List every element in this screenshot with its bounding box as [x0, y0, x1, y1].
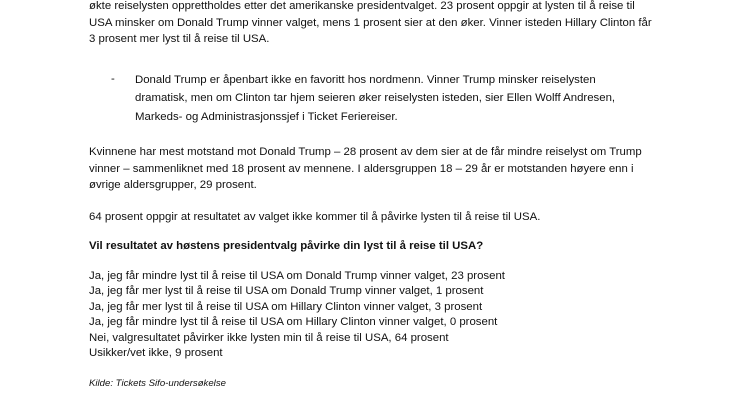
women-paragraph — [89, 144, 689, 194]
source-line: Kilde: Tickets Sifo-undersøkelse — [89, 377, 226, 389]
spacer — [89, 126, 689, 144]
percent-line: 64 prosent oppgir at resultatet av valget ikke kommer til å påvirke lysten til å reise til USA. — [89, 210, 541, 223]
quote-text — [135, 71, 689, 127]
women-line: øvrige aldersgrupper, 29 prosent. — [89, 179, 257, 191]
intro-paragraph — [89, 0, 689, 48]
women-line: vinner – sammenliknet med 18 prosent av mennene. I aldersgruppen 18 – 29 år er motstanden høyere enn i — [89, 162, 634, 175]
spacer — [89, 255, 689, 269]
women-line: Kvinnene har mest motstand mot Donald Trump – 28 prosent av dem sier at de får mindre reiselyst om Trump — [89, 146, 642, 158]
answer-line: Usikker/vet ikke, 9 prosent — [89, 347, 223, 359]
intro-line: USA minsker om Donald Trump vinner valget, mens 1 prosent sier at den øker. Vinner isteden Hillary Clinton får — [89, 16, 652, 29]
intro-line: 3 prosent mer lyst til å reise til USA. — [89, 33, 270, 45]
survey-answers — [89, 269, 689, 362]
quote-line: Donald Trump er åpenbart ikke en favoritt hos nordmenn. Vinner Trump minsker reiselysten — [135, 73, 596, 86]
quote-bullet — [89, 71, 689, 127]
spacer — [89, 225, 689, 238]
quote-line: Markeds- og Administrasjonssjef i Ticket Feriereiser. — [135, 110, 398, 123]
survey-question — [89, 238, 689, 255]
answer-line: Nei, valgresultatet påvirker ikke lysten min til å reise til USA, 64 prosent — [89, 331, 449, 344]
answer-line: Ja, jeg får mer lyst til å reise til USA om Hillary Clinton vinner valget, 3 prosent — [89, 300, 483, 313]
spacer — [89, 194, 689, 209]
spacer — [89, 48, 689, 71]
bullet-marker: - — [111, 72, 115, 85]
quote-line: dramatisk, men om Clinton tar hjem seieren øker reiselysten isteden, sier Ellen Wolff Andresen, — [135, 92, 616, 104]
source-citation — [89, 376, 689, 393]
spacer — [89, 362, 689, 376]
intro-line: økte reiselysten opprettholdes etter det amerikanske presidentvalget. 23 prosent oppgir at lysten til å reise til — [89, 0, 635, 12]
document-page — [89, 0, 689, 392]
question-line: Vil resultatet av høstens presidentvalg påvirke din lyst til å reise til USA? — [89, 240, 484, 252]
percent-paragraph — [89, 209, 689, 226]
answer-line: Ja, jeg får mindre lyst til å reise til USA om Donald Trump vinner valget, 23 prosent — [89, 269, 505, 282]
answer-line: Ja, jeg får mer lyst til å reise til USA om Donald Trump vinner valget, 1 prosent — [89, 285, 484, 297]
answer-line: Ja, jeg får mindre lyst til å reise til USA om Hillary Clinton vinner valget, 0 prosent — [89, 316, 498, 328]
